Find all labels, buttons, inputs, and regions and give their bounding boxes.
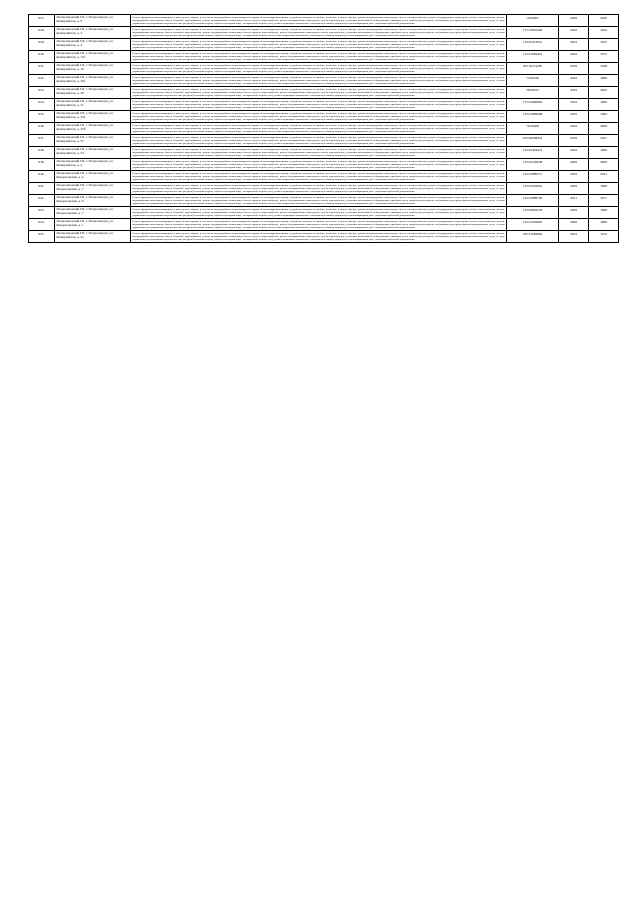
row-number: 934. xyxy=(29,99,55,111)
row-number: 932. xyxy=(29,75,55,87)
row-year-2: 1968 xyxy=(589,207,619,219)
capital-repair-registry-table xyxy=(28,14,619,243)
row-year-2: 1968 xyxy=(589,75,619,87)
row-address: Петрозаводский ГО, г. Петрозаводск, ул. Коммунистов, д. 37 xyxy=(55,135,131,147)
row-address: Петрозаводский ГО, г. Петрозаводск, ул. Коммунистов, д. 53 xyxy=(55,147,131,159)
row-address: Петрозаводский ГО, г. Петрозаводск, ул. Коммунистов, д. 2 xyxy=(55,159,131,171)
row-year-2: 1968 xyxy=(589,219,619,231)
row-year-1: 2043 xyxy=(559,87,589,99)
row-address: Петрозаводский ГО, г. Петрозаводск, ул. Коммунистов, д. 33а xyxy=(55,111,131,123)
table-row xyxy=(29,231,619,243)
row-address: Петрозаводский ГО, г. Петрозаводск, ул. Коммунистов, д. 9 xyxy=(55,15,131,27)
row-sum: 225.50114285 xyxy=(507,63,559,75)
row-address: Петрозаводский ГО, г. Петрозаводск, ул. Коммунистов, д. 10 xyxy=(55,63,131,75)
row-year-2: 1966 xyxy=(589,147,619,159)
row-sum: 58.90013 xyxy=(507,87,559,99)
row-year-1: 2048 xyxy=(559,15,589,27)
row-address: Петрозаводский ГО, г. Петрозаводск, ул. Коммунистов, д. 20а xyxy=(55,75,131,87)
row-year-1: 2032 xyxy=(559,111,589,123)
row-year-2: 1975 xyxy=(589,51,619,63)
row-works: Ремонт фундамента многоквартирного дома, ремонт крыши, в том числе переустройство невентилируемой крыши на вентилируемую крышу, устройство выходов на кровлю, утепление и ремонт фасада, ремонт внутридомовых инженерных систем электроснабжения, ремонт внутридомовых инженерных систем теплоснабжения, ремонт внутридомовых инженерных систем холодного водоснабжения, ремонт внутридомовых инженерных систем горячего водоснабжения, ремонт внутридомовых инженерных систем водоотведения, установка коллективных (общедомовых) приборов учета потребления ресурсов, необходимых для предоставления коммунальных услуг, и узлов управления и регулирования потребления этих ресурсов (тепловой энергии, горячей и холодной воды, электрической энергии, газа), ремонт подвальных помещений, относящихся к общему имуществу в многоквартирном доме, подготовка проектной документации xyxy=(132,160,505,169)
row-number: 933. xyxy=(29,87,55,99)
row-number: 943. xyxy=(29,207,55,219)
row-address: Петрозаводский ГО, г. Петрозаводск, ул. Коммунистов, д. 4 xyxy=(55,39,131,51)
table-row xyxy=(29,27,619,39)
row-works: Ремонт фундамента многоквартирного дома, ремонт крыши, в том числе переустройство невентилируемой крыши на вентилируемую крышу, устройство выходов на кровлю, утепление и ремонт фасада, ремонт внутридомовых инженерных систем электроснабжения, ремонт внутридомовых инженерных систем теплоснабжения, ремонт внутридомовых инженерных систем холодного водоснабжения, ремонт внутридомовых инженерных систем горячего водоснабжения, ремонт внутридомовых инженерных систем водоотведения, установка коллективных (общедомовых) приборов учета потребления ресурсов, необходимых для предоставления коммунальных услуг, и узлов управления и регулирования потребления этих ресурсов (тепловой энергии, горячей и холодной воды, электрической энергии, газа), ремонт подвальных помещений, относящихся к общему имуществу в многоквартирном доме, подготовка проектной документации xyxy=(132,172,505,181)
row-year-1: 2024 xyxy=(559,51,589,63)
table-body xyxy=(29,15,619,243)
row-year-2: 1968 xyxy=(589,183,619,195)
row-number: 929. xyxy=(29,39,55,51)
row-address: Петрозаводский ГО, г. Петрозаводск, ул. Коммунистов, д. 28 xyxy=(55,87,131,99)
row-year-1: 2022 xyxy=(559,27,589,39)
row-works: Ремонт фундамента многоквартирного дома, ремонт крыши, в том числе переустройство невентилируемой крыши на вентилируемую крышу, устройство выходов на кровлю, утепление и ремонт фасада, ремонт внутридомовых инженерных систем электроснабжения, ремонт внутридомовых инженерных систем теплоснабжения, ремонт внутридомовых инженерных систем холодного водоснабжения, ремонт внутридомовых инженерных систем горячего водоснабжения, ремонт внутридомовых инженерных систем водоотведения, установка коллективных (общедомовых) приборов учета потребления ресурсов, необходимых для предоставления коммунальных услуг, и узлов управления и регулирования потребления этих ресурсов (тепловой энергии, горячей и холодной воды, электрической энергии, газа), ремонт подвальных помещений, относящихся к общему имуществу в многоквартирном доме, подготовка проектной документации xyxy=(132,16,505,25)
row-year-2: 2043 xyxy=(589,87,619,99)
row-works: Ремонт фундамента многоквартирного дома, ремонт крыши, в том числе переустройство невентилируемой крыши на вентилируемую крышу, устройство выходов на кровлю, утепление и ремонт фасада, ремонт внутридомовых инженерных систем электроснабжения, ремонт внутридомовых инженерных систем теплоснабжения, ремонт внутридомовых инженерных систем холодного водоснабжения, ремонт внутридомовых инженерных систем горячего водоснабжения, ремонт внутридомовых инженерных систем водоотведения, установка коллективных (общедомовых) приборов учета потребления ресурсов, необходимых для предоставления коммунальных услуг, и узлов управления и регулирования потребления этих ресурсов (тепловой энергии, горячей и холодной воды, электрической энергии, газа), ремонт подвальных помещений, относящихся к общему имуществу в многоквартирном доме, подготовка проектной документации xyxy=(132,208,505,217)
row-works: Ремонт фундамента многоквартирного дома, ремонт крыши, в том числе переустройство невентилируемой крыши на вентилируемую крышу, устройство выходов на кровлю, утепление и ремонт фасада, ремонт внутридомовых инженерных систем электроснабжения, ремонт внутридомовых инженерных систем теплоснабжения, ремонт внутридомовых инженерных систем холодного водоснабжения, ремонт внутридомовых инженерных систем горячего водоснабжения, ремонт внутридомовых инженерных систем водоотведения, установка коллективных (общедомовых) приборов учета потребления ресурсов, необходимых для предоставления коммунальных услуг, и узлов управления и регулирования потребления этих ресурсов (тепловой энергии, горячей и холодной воды, электрической энергии, газа), ремонт подвальных помещений, относящихся к общему имуществу в многоквартирном доме, подготовка проектной документации xyxy=(132,52,505,61)
table-row xyxy=(29,171,619,183)
row-year-1: 2024 xyxy=(559,39,589,51)
row-sum: 115.91984454 xyxy=(507,51,559,63)
row-year-2: 1953 xyxy=(589,39,619,51)
row-year-2: 1948 xyxy=(589,63,619,75)
table-row xyxy=(29,15,619,27)
row-number: 945. xyxy=(29,231,55,243)
row-address: Петрозаводский ГО, г. Петрозаводск, ул. Коммунистов, д. 72а xyxy=(55,51,131,63)
row-year-1: 2008 xyxy=(559,219,589,231)
row-sum: 175.35810440 xyxy=(507,27,559,39)
row-year-1: 2008 xyxy=(559,159,589,171)
row-number: 942. xyxy=(29,195,55,207)
row-year-2: 1964 xyxy=(589,111,619,123)
table-row xyxy=(29,183,619,195)
row-sum: 10.00001 xyxy=(507,15,559,27)
row-address: Петрозаводский ГО, г. Петрозаводск, ул. Кондопожская, д. 7 xyxy=(55,207,131,219)
row-address: Петрозаводский ГО, г. Петрозаводск, ул. Кондопожская, д. 1 xyxy=(55,219,131,231)
row-address: Петрозаводский ГО, г. Петрозаводск, ул. Кондопожская, д. 4 xyxy=(55,171,131,183)
row-number: 936. xyxy=(29,123,55,135)
row-number: 928. xyxy=(29,27,55,39)
row-sum: 135.91899698 xyxy=(507,111,559,123)
row-works: Ремонт фундамента многоквартирного дома, ремонт крыши, в том числе переустройство невентилируемой крыши на вентилируемую крышу, устройство выходов на кровлю, утепление и ремонт фасада, ремонт внутридомовых инженерных систем электроснабжения, ремонт внутридомовых инженерных систем теплоснабжения, ремонт внутридомовых инженерных систем холодного водоснабжения, ремонт внутридомовых инженерных систем горячего водоснабжения, ремонт внутридомовых инженерных систем водоотведения, установка коллективных (общедомовых) приборов учета потребления ресурсов, необходимых для предоставления коммунальных услуг, и узлов управления и регулирования потребления этих ресурсов (тепловой энергии, горячей и холодной воды, электрической энергии, газа), ремонт подвальных помещений, относящихся к общему имуществу в многоквартирном доме, подготовка проектной документации xyxy=(132,64,505,73)
row-year-2: 2031 xyxy=(589,171,619,183)
row-number: 941. xyxy=(29,183,55,195)
row-number: 930. xyxy=(29,51,55,63)
table-row xyxy=(29,147,619,159)
row-year-2: 2008 xyxy=(589,159,619,171)
table-row xyxy=(29,159,619,171)
table-row xyxy=(29,207,619,219)
row-year-2: 1957 xyxy=(589,135,619,147)
row-sum: 195.54582892 xyxy=(507,231,559,243)
row-year-2: 1966 xyxy=(589,99,619,111)
row-year-1: 2024 xyxy=(559,147,589,159)
row-sum: 79.50408 xyxy=(507,123,559,135)
row-sum: 135.62540038 xyxy=(507,159,559,171)
row-year-1: 2028 xyxy=(559,207,589,219)
row-year-2: 1974 xyxy=(589,231,619,243)
row-number: 927. xyxy=(29,15,55,27)
row-sum: 119.93413931 xyxy=(507,39,559,51)
row-works: Ремонт фундамента многоквартирного дома, ремонт крыши, в том числе переустройство невентилируемой крыши на вентилируемую крышу, устройство выходов на кровлю, утепление и ремонт фасада, ремонт внутридомовых инженерных систем электроснабжения, ремонт внутридомовых инженерных систем теплоснабжения, ремонт внутридомовых инженерных систем холодного водоснабжения, ремонт внутридомовых инженерных систем горячего водоснабжения, ремонт внутридомовых инженерных систем водоотведения, установка коллективных (общедомовых) приборов учета потребления ресурсов, необходимых для предоставления коммунальных услуг, и узлов управления и регулирования потребления этих ресурсов (тепловой энергии, горячей и холодной воды, электрической энергии, газа), ремонт подвальных помещений, относящихся к общему имуществу в многоквартирном доме, подготовка проектной документации xyxy=(132,184,505,193)
table-row xyxy=(29,39,619,51)
row-number: 935. xyxy=(29,111,55,123)
table-row xyxy=(29,135,619,147)
row-address: Петрозаводский ГО, г. Петрозаводск, ул. Коммунистов, д. 31 xyxy=(55,99,131,111)
row-works: Ремонт фундамента многоквартирного дома, ремонт крыши, в том числе переустройство невентилируемой крыши на вентилируемую крышу, устройство выходов на кровлю, утепление и ремонт фасада, ремонт внутридомовых инженерных систем электроснабжения, ремонт внутридомовых инженерных систем теплоснабжения, ремонт внутридомовых инженерных систем холодного водоснабжения, ремонт внутридомовых инженерных систем горячего водоснабжения, ремонт внутридомовых инженерных систем водоотведения, установка коллективных (общедомовых) приборов учета потребления ресурсов, необходимых для предоставления коммунальных услуг, и узлов управления и регулирования потребления этих ресурсов (тепловой энергии, горячей и холодной воды, электрической энергии, газа), ремонт подвальных помещений, относящихся к общему имуществу в многоквартирном доме, подготовка проектной документации xyxy=(132,76,505,85)
row-address: Петрозаводский ГО, г. Петрозаводск, ул. Коммунистов, д. 32б xyxy=(55,123,131,135)
table-row xyxy=(29,111,619,123)
row-sum: 73.90018 xyxy=(507,75,559,87)
row-address: Петрозаводский ГО, г. Петрозаводск, ул. Кондопожская, д. 9 xyxy=(55,195,131,207)
row-works: Ремонт фундамента многоквартирного дома, ремонт крыши, в том числе переустройство невентилируемой крыши на вентилируемую крышу, устройство выходов на кровлю, утепление и ремонт фасада, ремонт внутридомовых инженерных систем электроснабжения, ремонт внутридомовых инженерных систем теплоснабжения, ремонт внутридомовых инженерных систем холодного водоснабжения, ремонт внутридомовых инженерных систем горячего водоснабжения, ремонт внутридомовых инженерных систем водоотведения, установка коллективных (общедомовых) приборов учета потребления ресурсов, необходимых для предоставления коммунальных услуг, и узлов управления и регулирования потребления этих ресурсов (тепловой энергии, горячей и холодной воды, электрической энергии, газа), ремонт подвальных помещений, относящихся к общему имуществу в многоквартирном доме, подготовка проектной документации xyxy=(132,28,505,37)
row-year-2: 1954 xyxy=(589,27,619,39)
table-row xyxy=(29,75,619,87)
row-works: Ремонт фундамента многоквартирного дома, ремонт крыши, в том числе переустройство невентилируемой крыши на вентилируемую крышу, устройство выходов на кровлю, утепление и ремонт фасада, ремонт внутридомовых инженерных систем электроснабжения, ремонт внутридомовых инженерных систем теплоснабжения, ремонт внутридомовых инженерных систем холодного водоснабжения, ремонт внутридомовых инженерных систем горячего водоснабжения, ремонт внутридомовых инженерных систем водоотведения, установка коллективных (общедомовых) приборов учета потребления ресурсов, необходимых для предоставления коммунальных услуг, и узлов управления и регулирования потребления этих ресурсов (тепловой энергии, горячей и холодной воды, электрической энергии, газа), ремонт подвальных помещений, относящихся к общему имуществу в многоквартирном доме, подготовка проектной документации xyxy=(132,232,505,241)
row-address: Петрозаводский ГО, г. Петрозаводск, ул. Коммунистов, д. 2 xyxy=(55,27,131,39)
row-year-1: 2018 xyxy=(559,63,589,75)
row-year-1: 2044 xyxy=(559,123,589,135)
table-row xyxy=(29,51,619,63)
table-row xyxy=(29,123,619,135)
row-year-2: 1971 xyxy=(589,195,619,207)
row-number: 931. xyxy=(29,63,55,75)
row-works: Ремонт фундамента многоквартирного дома, ремонт крыши, в том числе переустройство невентилируемой крыши на вентилируемую крышу, устройство выходов на кровлю, утепление и ремонт фасада, ремонт внутридомовых инженерных систем электроснабжения, ремонт внутридомовых инженерных систем теплоснабжения, ремонт внутридомовых инженерных систем холодного водоснабжения, ремонт внутридомовых инженерных систем горячего водоснабжения, ремонт внутридомовых инженерных систем водоотведения, установка коллективных (общедомовых) приборов учета потребления ресурсов, необходимых для предоставления коммунальных услуг, и узлов управления и регулирования потребления этих ресурсов (тепловой энергии, горячей и холодной воды, электрической энергии, газа), ремонт подвальных помещений, относящихся к общему имуществу в многоквартирном доме, подготовка проектной документации xyxy=(132,136,505,145)
table-row xyxy=(29,63,619,75)
row-year-1: 2024 xyxy=(559,231,589,243)
row-year-2: 2008 xyxy=(589,123,619,135)
row-sum: 135.92892578 xyxy=(507,207,559,219)
row-year-1: 2039 xyxy=(559,171,589,183)
table-row xyxy=(29,195,619,207)
row-works: Ремонт фундамента многоквартирного дома, ремонт крыши, в том числе переустройство невентилируемой крыши на вентилируемую крышу, устройство выходов на кровлю, утепление и ремонт фасада, ремонт внутридомовых инженерных систем электроснабжения, ремонт внутридомовых инженерных систем теплоснабжения, ремонт внутридомовых инженерных систем холодного водоснабжения, ремонт внутридомовых инженерных систем горячего водоснабжения, ремонт внутридомовых инженерных систем водоотведения, установка коллективных (общедомовых) приборов учета потребления ресурсов, необходимых для предоставления коммунальных услуг, и узлов управления и регулирования потребления этих ресурсов (тепловой энергии, горячей и холодной воды, электрической энергии, газа), ремонт подвальных помещений, относящихся к общему имуществу в многоквартирном доме, подготовка проектной документации xyxy=(132,124,505,133)
row-sum: 135.52889703 xyxy=(507,195,559,207)
row-works: Ремонт фундамента многоквартирного дома, ремонт крыши, в том числе переустройство невентилируемой крыши на вентилируемую крышу, устройство выходов на кровлю, утепление и ремонт фасада, ремонт внутридомовых инженерных систем электроснабжения, ремонт внутридомовых инженерных систем теплоснабжения, ремонт внутридомовых инженерных систем холодного водоснабжения, ремонт внутридомовых инженерных систем горячего водоснабжения, ремонт внутридомовых инженерных систем водоотведения, установка коллективных (общедомовых) приборов учета потребления ресурсов, необходимых для предоставления коммунальных услуг, и узлов управления и регулирования потребления этих ресурсов (тепловой энергии, горячей и холодной воды, электрической энергии, газа), ремонт подвальных помещений, относящихся к общему имуществу в многоквартирном доме, подготовка проектной документации xyxy=(132,88,505,97)
row-year-1: 2043 xyxy=(559,75,589,87)
row-works: Ремонт фундамента многоквартирного дома, ремонт крыши, в том числе переустройство невентилируемой крыши на вентилируемую крышу, устройство выходов на кровлю, утепление и ремонт фасада, ремонт внутридомовых инженерных систем электроснабжения, ремонт внутридомовых инженерных систем теплоснабжения, ремонт внутридомовых инженерных систем холодного водоснабжения, ремонт внутридомовых инженерных систем горячего водоснабжения, ремонт внутридомовых инженерных систем водоотведения, установка коллективных (общедомовых) приборов учета потребления ресурсов, необходимых для предоставления коммунальных услуг, и узлов управления и регулирования потребления этих ресурсов (тепловой энергии, горячей и холодной воды, электрической энергии, газа), ремонт подвальных помещений, относящихся к общему имуществу в многоквартирном доме, подготовка проектной документации xyxy=(132,148,505,157)
row-sum: 175.54960864 xyxy=(507,99,559,111)
row-works: Ремонт фундамента многоквартирного дома, ремонт крыши, в том числе переустройство невентилируемой крыши на вентилируемую крышу, устройство выходов на кровлю, утепление и ремонт фасада, ремонт внутридомовых инженерных систем электроснабжения, ремонт внутридомовых инженерных систем теплоснабжения, ремонт внутридомовых инженерных систем холодного водоснабжения, ремонт внутридомовых инженерных систем горячего водоснабжения, ремонт внутридомовых инженерных систем водоотведения, установка коллективных (общедомовых) приборов учета потребления ресурсов, необходимых для предоставления коммунальных услуг, и узлов управления и регулирования потребления этих ресурсов (тепловой энергии, горячей и холодной воды, электрической энергии, газа), ремонт подвальных помещений, относящихся к общему имуществу в многоквартирном доме, подготовка проектной документации xyxy=(132,220,505,229)
row-number: 937. xyxy=(29,135,55,147)
row-number: 939. xyxy=(29,159,55,171)
row-year-1: 2021 xyxy=(559,195,589,207)
table-row xyxy=(29,99,619,111)
row-year-1: 2018 xyxy=(559,135,589,147)
row-works: Ремонт фундамента многоквартирного дома, ремонт крыши, в том числе переустройство невентилируемой крыши на вентилируемую крышу, устройство выходов на кровлю, утепление и ремонт фасада, ремонт внутридомовых инженерных систем электроснабжения, ремонт внутридомовых инженерных систем теплоснабжения, ремонт внутридомовых инженерных систем холодного водоснабжения, ремонт внутридомовых инженерных систем горячего водоснабжения, ремонт внутридомовых инженерных систем водоотведения, установка коллективных (общедомовых) приборов учета потребления ресурсов, необходимых для предоставления коммунальных услуг, и узлов управления и регулирования потребления этих ресурсов (тепловой энергии, горячей и холодной воды, электрической энергии, газа), ремонт подвальных помещений, относящихся к общему имуществу в многоквартирном доме, подготовка проектной документации xyxy=(132,196,505,205)
row-address: Петрозаводский ГО, г. Петрозаводск, ул. Кондопожская, д. 7 xyxy=(55,183,131,195)
row-year-2: 2020 xyxy=(589,15,619,27)
row-works: Ремонт фундамента многоквартирного дома, ремонт крыши, в том числе переустройство невентилируемой крыши на вентилируемую крышу, устройство выходов на кровлю, утепление и ремонт фасада, ремонт внутридомовых инженерных систем электроснабжения, ремонт внутридомовых инженерных систем теплоснабжения, ремонт внутридомовых инженерных систем холодного водоснабжения, ремонт внутридомовых инженерных систем горячего водоснабжения, ремонт внутридомовых инженерных систем водоотведения, установка коллективных (общедомовых) приборов учета потребления ресурсов, необходимых для предоставления коммунальных услуг, и узлов управления и регулирования потребления этих ресурсов (тепловой энергии, горячей и холодной воды, электрической энергии, газа), ремонт подвальных помещений, относящихся к общему имуществу в многоквартирном доме, подготовка проектной документации xyxy=(132,112,505,121)
row-sum: 225.98588452 xyxy=(507,135,559,147)
row-year-1: 2034 xyxy=(559,99,589,111)
row-sum: 135.52889715 xyxy=(507,171,559,183)
table-row xyxy=(29,219,619,231)
row-number: 938. xyxy=(29,147,55,159)
row-works: Ремонт фундамента многоквартирного дома, ремонт крыши, в том числе переустройство невентилируемой крыши на вентилируемую крышу, устройство выходов на кровлю, утепление и ремонт фасада, ремонт внутридомовых инженерных систем электроснабжения, ремонт внутридомовых инженерных систем теплоснабжения, ремонт внутридомовых инженерных систем холодного водоснабжения, ремонт внутридомовых инженерных систем горячего водоснабжения, ремонт внутридомовых инженерных систем водоотведения, установка коллективных (общедомовых) приборов учета потребления ресурсов, необходимых для предоставления коммунальных услуг, и узлов управления и регулирования потребления этих ресурсов (тепловой энергии, горячей и холодной воды, электрической энергии, газа), ремонт подвальных помещений, относящихся к общему имуществу в многоквартирном доме, подготовка проектной документации xyxy=(132,40,505,49)
row-sum: 135.93302991 xyxy=(507,183,559,195)
row-number: 944. xyxy=(29,219,55,231)
row-sum: 135.93404474 xyxy=(507,147,559,159)
row-works: Ремонт фундамента многоквартирного дома, ремонт крыши, в том числе переустройство невентилируемой крыши на вентилируемую крышу, устройство выходов на кровлю, утепление и ремонт фасада, ремонт внутридомовых инженерных систем электроснабжения, ремонт внутридомовых инженерных систем теплоснабжения, ремонт внутридомовых инженерных систем холодного водоснабжения, ремонт внутридомовых инженерных систем горячего водоснабжения, ремонт внутридомовых инженерных систем водоотведения, установка коллективных (общедомовых) приборов учета потребления ресурсов, необходимых для предоставления коммунальных услуг, и узлов управления и регулирования потребления этих ресурсов (тепловой энергии, горячей и холодной воды, электрической энергии, газа), ремонт подвальных помещений, относящихся к общему имуществу в многоквартирном доме, подготовка проектной документации xyxy=(132,100,505,109)
row-sum: 135.52592665 xyxy=(507,219,559,231)
row-year-1: 2028 xyxy=(559,183,589,195)
row-address: Петрозаводский ГО, г. Петрозаводск, ул. Коммунистов, д. 2а xyxy=(55,231,131,243)
row-number: 940. xyxy=(29,171,55,183)
table-row xyxy=(29,87,619,99)
